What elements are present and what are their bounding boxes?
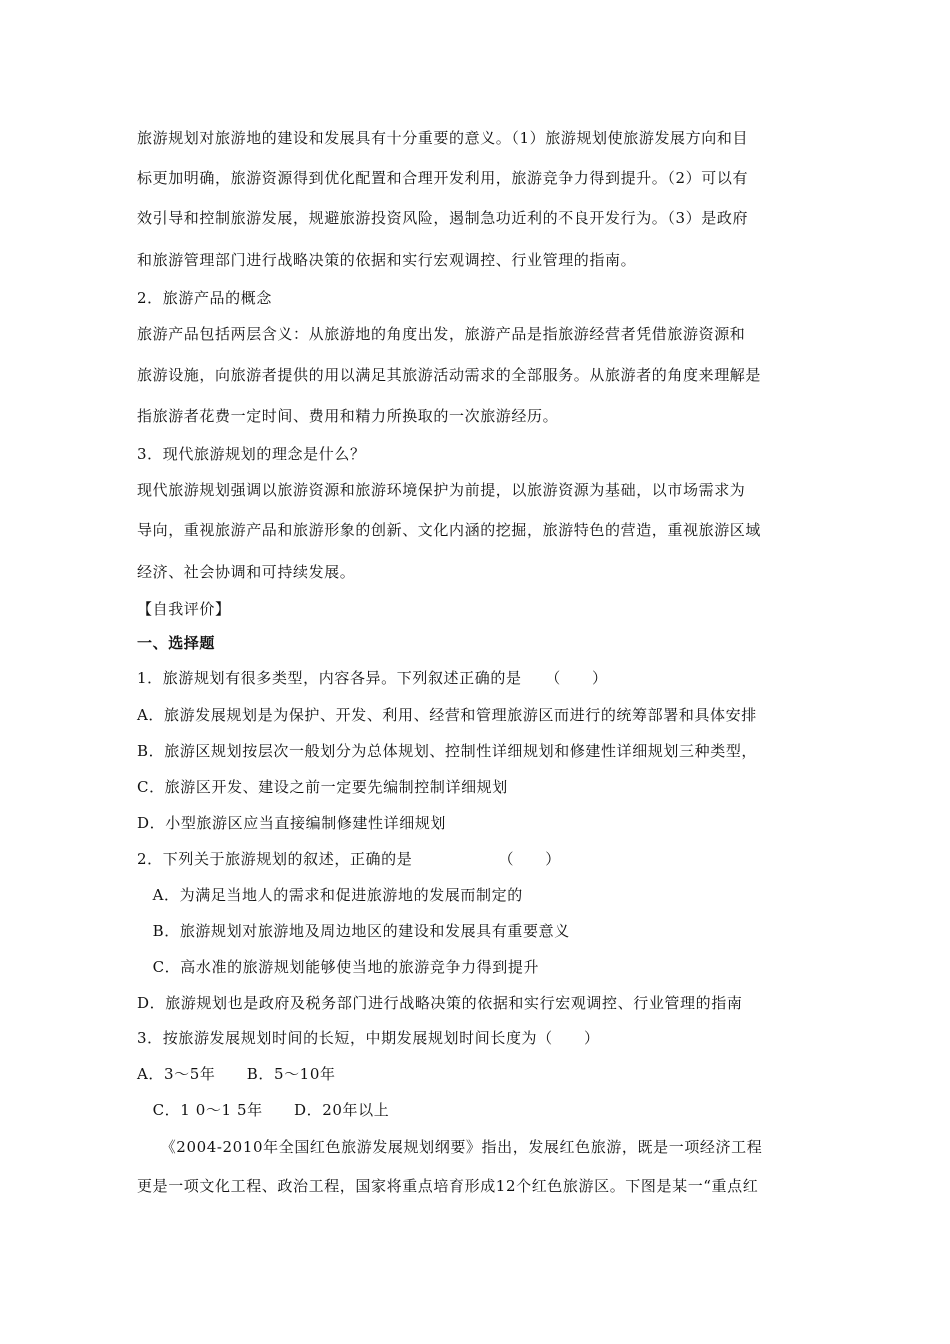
- question-2: 2．下列关于旅游规划的叙述，正确的是 （ ）: [137, 850, 561, 868]
- heading-product-concept: 2．旅游产品的概念: [137, 289, 272, 307]
- heading-modern-planning: 3．现代旅游规划的理念是什么？: [137, 445, 366, 463]
- paragraph-1-line-4: 和旅游管理部门进行战略决策的依据和实行宏观调控、行业管理的指南。: [137, 251, 637, 269]
- paragraph-1-line-3: 效引导和控制旅游发展，规避旅游投资风险，遏制急功近利的不良开发行为。（3）是政府: [137, 209, 749, 227]
- paragraph-1-line-1: 旅游规划对旅游地的建设和发展具有十分重要的意义。（1）旅游规划使旅游发展方向和目: [137, 129, 749, 147]
- closing-paragraph-line-1: 《2004-2010年全国红色旅游发展规划纲要》指出，发展红色旅游，既是一项经济工程: [137, 1138, 763, 1156]
- question-1-option-b: B．旅游区规划按层次一般划分为总体规划、控制性详细规划和修建性详细规划三种类型，: [137, 742, 758, 760]
- paragraph-1-line-2: 标更加明确，旅游资源得到优化配置和合理开发利用，旅游竞争力得到提升。（2）可以有: [137, 169, 749, 187]
- paragraph-2-line-3: 指旅游者花费一定时间、费用和精力所换取的一次旅游经历。: [137, 407, 559, 425]
- question-1-option-c: C．旅游区开发、建设之前一定要先编制控制详细规划: [137, 778, 508, 796]
- paragraph-3-line-3: 经济、社会协调和可持续发展。: [137, 563, 356, 581]
- section-title-choice: 一、选择题: [137, 634, 216, 652]
- question-3-options-ab: A．3～5年 B．5～10年: [137, 1065, 336, 1083]
- paragraph-2-line-2: 旅游设施，向旅游者提供的用以满足其旅游活动需求的全部服务。从旅游者的角度来理解是: [137, 366, 762, 384]
- closing-paragraph-line-2: 更是一项文化工程、政治工程，国家将重点培育形成12个红色旅游区。下图是某一“重点红: [137, 1177, 759, 1195]
- question-1: 1．旅游规划有很多类型，内容各异。下列叙述正确的是 （ ）: [137, 669, 608, 687]
- question-2-option-d: D．旅游规划也是政府及税务部门进行战略决策的依据和实行宏观调控、行业管理的指南: [137, 994, 743, 1012]
- question-2-option-c: C．高水准的旅游规划能够使当地的旅游竞争力得到提升: [137, 958, 540, 976]
- paragraph-3-line-1: 现代旅游规划强调以旅游资源和旅游环境保护为前提，以旅游资源为基础，以市场需求为: [137, 481, 746, 499]
- question-3: 3．按旅游发展规划时间的长短，中期发展规划时间长度为（ ）: [137, 1029, 600, 1047]
- question-2-option-a: A．为满足当地人的需求和促进旅游地的发展而制定的: [137, 886, 523, 904]
- paragraph-2-line-1: 旅游产品包括两层含义：从旅游地的角度出发，旅游产品是指旅游经营者凭借旅游资源和: [137, 325, 746, 343]
- question-1-option-a: A．旅游发展规划是为保护、开发、利用、经营和管理旅游区而进行的统筹部署和具体安排: [137, 706, 757, 724]
- question-3-options-cd: C．1 0～1 5年 D．20年以上: [137, 1101, 390, 1119]
- self-evaluation-heading: 【自我评价】: [137, 600, 231, 618]
- paragraph-3-line-2: 导向，重视旅游产品和旅游形象的创新、文化内涵的挖掘，旅游特色的营造，重视旅游区域: [137, 521, 762, 539]
- question-1-option-d: D．小型旅游区应当直接编制修建性详细规划: [137, 814, 447, 832]
- question-2-option-b: B．旅游规划对旅游地及周边地区的建设和发展具有重要意义: [137, 922, 570, 940]
